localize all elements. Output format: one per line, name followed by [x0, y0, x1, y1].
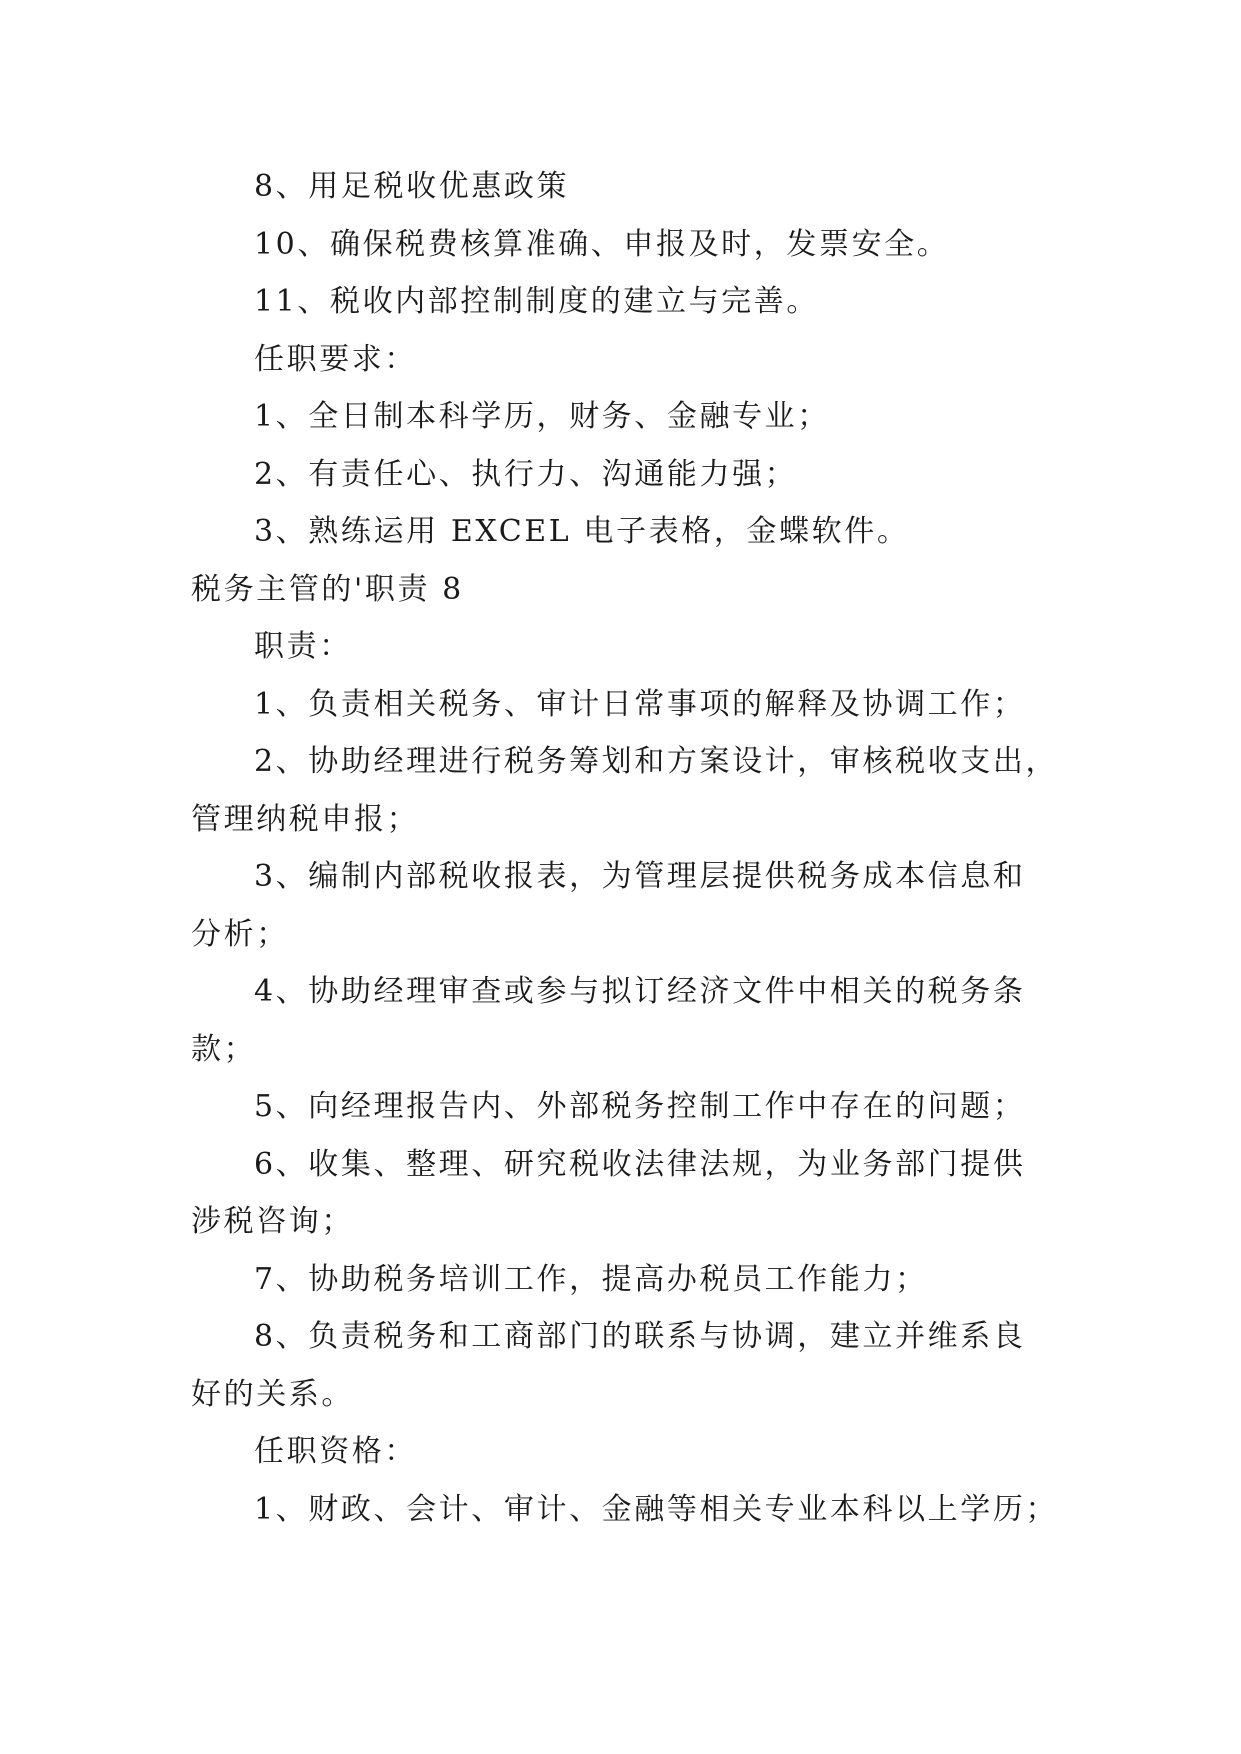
- paragraph-line: 6、收集、整理、研究税收法律法规，为业务部门提供: [254, 1146, 1026, 1182]
- paragraph-line: 11、税收内部控制制度的建立与完善。: [254, 284, 819, 319]
- continuation-line: 款；: [191, 1031, 257, 1067]
- continuation-line: 分析；: [191, 916, 289, 952]
- paragraph-line: 8、用足税收优惠政策: [254, 169, 570, 204]
- paragraph-line: 5、向经理报告内、外部税务控制工作中存在的问题；: [254, 1089, 1026, 1124]
- paragraph-line: 7、协助税务培训工作，提高办税员工作能力；: [254, 1261, 928, 1297]
- paragraph-line: 1、财政、会计、审计、金融等相关专业本科以上学历；: [254, 1491, 1059, 1527]
- paragraph-line: 4、协助经理审查或参与拟订经济文件中相关的税务条: [254, 974, 1026, 1009]
- continuation-line: 好的关系。: [191, 1376, 354, 1412]
- paragraph-line: 任职要求：: [254, 341, 417, 377]
- paragraph-line: 3、编制内部税收报表，为管理层提供税务成本信息和: [254, 859, 1026, 894]
- paragraph-line: 8、负责税务和工商部门的联系与协调，建立并维系良: [254, 1319, 1026, 1354]
- paragraph-line: 1、负责相关税务、审计日常事项的解释及协调工作；: [254, 686, 1026, 722]
- continuation-line: 涉税咨询；: [191, 1204, 354, 1239]
- document-body: [191, 158, 1061, 1538]
- paragraph-line: 3、熟练运用 EXCEL 电子表格，金蝶软件。: [254, 514, 910, 549]
- continuation-line: 税务主管的'职责 8: [191, 571, 464, 607]
- paragraph-line: 2、协助经理进行税务筹划和方案设计，审核税收支出，: [254, 744, 1059, 779]
- paragraph-line: 1、全日制本科学历，财务、金融专业；: [254, 399, 830, 434]
- paragraph-line: 任职资格：: [254, 1434, 417, 1469]
- paragraph-line: 2、有责任心、执行力、沟通能力强；: [254, 456, 798, 492]
- paragraph-line: 职责：: [254, 629, 352, 664]
- continuation-line: 管理纳税申报；: [191, 801, 420, 837]
- paragraph-line: 10、确保税费核算准确、申报及时，发票安全。: [254, 226, 950, 262]
